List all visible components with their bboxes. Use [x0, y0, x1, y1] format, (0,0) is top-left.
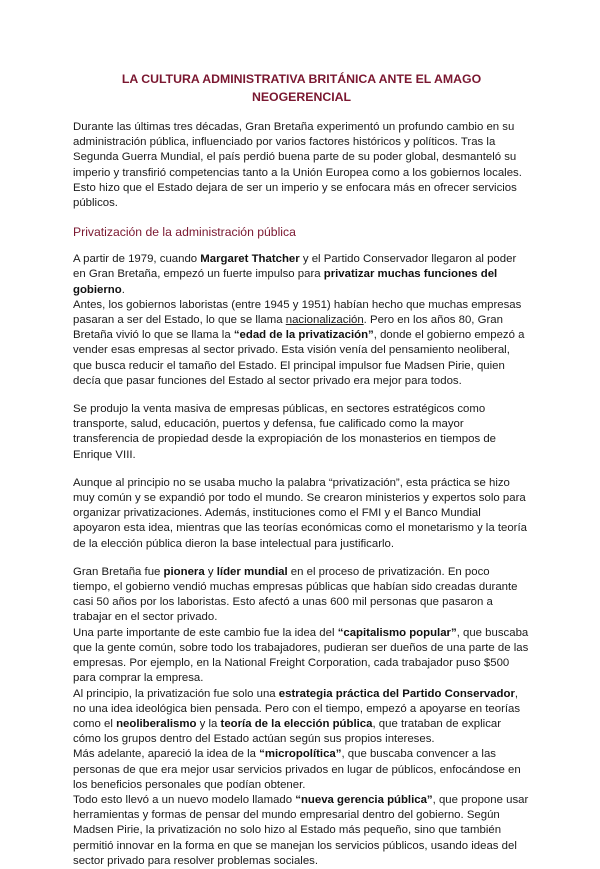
- paragraph-estrategia: Al principio, la privatización fue solo una estrategia práctica del Partido Conservador, no una idea ideológica bien pensada. Pero con el tiempo, empezó a apoyarse en teorías como el neoliberalismo y la teoría de la elección pública, que trataban de explicar cómo los grupos dentro del Estado actúan según sus propios intereses.: [73, 687, 521, 746]
- bold-lider-mundial: líder mundial: [216, 565, 288, 578]
- paragraph-micropolitica: Más adelante, apareció la idea de la “micropolítica”, que buscaba convencer a las personas de que era mejor usar servicios privados en lugar de públicos, enfocándose en los beneficios personales que podían obtener.: [73, 748, 521, 791]
- paragraph-nueva-gerencia: Todo esto llevó a un nuevo modelo llamado “nueva gerencia pública”, que propone usar herramientas y formas de pensar del mundo empresarial dentro del gobierno. Según Madsen Pirie, la privatización no solo hizo al Estado más pequeño, sino que también permitió innovar en la forma en que se manejan los servicios públicos, usando ideas del sector privado para resolver problemas sociales.: [73, 793, 529, 867]
- bold-teoria-eleccion: teoría de la elección pública: [220, 717, 373, 730]
- bold-nueva-gerencia: “nueva gerencia pública”: [295, 793, 433, 806]
- bold-capitalismo-popular: “capitalismo popular”: [337, 626, 457, 639]
- paragraph-capitalismo-popular: Una parte importante de este cambio fue la idea del “capitalismo popular”, que buscaba que la gente común, sobre todo los trabajadores, pudieran ser dueños de una parte de las empresas. Por ejemplo, en la National Freight Corporation, cada trabajador puso $500 para comprar la empresa.: [73, 626, 529, 685]
- title-line-1: LA CULTURA ADMINISTRATIVA BRITÁNICA ANTE EL AMAGO: [121, 72, 482, 86]
- underline-nacionalizacion: nacionalización: [285, 314, 364, 327]
- bold-privatizar: privatizar muchas funciones del gobierno: [73, 268, 498, 296]
- intro-paragraph: Durante las últimas tres décadas, Gran Bretaña experimentó un profundo cambio en su administración pública, influenciado por varios factores históricos y políticos. Tras la Segunda Guerra Mundial, el país perdió buena parte de su poder global, desmanteló su imperio y transfirió competencias tanto a la Unión Europea como a los gobiernos locales. Esto hizo que el Estado dejara de ser un imperio y se enfocara más en ofrecer servicios públicos.: [73, 121, 522, 210]
- bold-neoliberalismo: neoliberalismo: [116, 717, 197, 730]
- paragraph-expansion: Aunque al principio no se usaba mucho la palabra “privatización”, esta práctica se hizo muy común y se expandió por todo el mundo. Se crearon ministerios y expertos solo para organizar privatizaciones. Además, instituciones como el FMI y el Banco Mundial apoyaron esta idea, mientras que las teorías económicas como el monetarismo y la teoría de la elección pública dieron la base intelectual para justificarlo.: [73, 476, 527, 550]
- paragraph-pionera: Gran Bretaña fue pionera y líder mundial en el proceso de privatización. En poco tiempo, el gobierno vendió muchas empresas públicas que habían sido creadas durante casi 50 años por los laboristas. Esto afectó a unas 600 mil personas que pasaron a trabajar en el sector privado.: [73, 565, 518, 624]
- paragraph-thatcher: A partir de 1979, cuando Margaret Thatcher y el Partido Conservador llegaron al poder en Gran Bretaña, empezó un fuerte impulso para privatizar muchas funciones del gobierno.: [73, 253, 517, 296]
- paragraph-venta-masiva: Se produjo la venta masiva de empresas públicas, en sectores estratégicos como transporte, salud, educación, puertos y defensa, fue calificado como la mayor transferencia de propiedad desde la expropiación de los monasterios en tiempos de Enrique VIII.: [73, 403, 496, 461]
- paragraph-nacionalizacion: Antes, los gobiernos laboristas (entre 1945 y 1951) habían hecho que muchas empresas pasaran a ser del Estado, lo que se llama nacionalización. Pero en los años 80, Gran Bretaña vivió lo que se llama la “edad de la privatización”, donde el gobierno empezó a vender esas empresas al sector privado. Esta visión venía del pensamiento neoliberal, que busca reducir el tamaño del Estado. El principal impulsor fue Madsen Pirie, quien decía que pasar funciones del Estado al sector privado era mejor para todos.: [73, 298, 525, 387]
- bold-micropolitica: “micropolítica”: [259, 748, 342, 761]
- bold-thatcher: Margaret Thatcher: [200, 253, 300, 266]
- title-line-2: NEOGERENCIAL: [251, 90, 352, 104]
- bold-estrategia: estrategia práctica del Partido Conservador: [278, 687, 515, 700]
- section-heading: Privatización de la administración pública: [73, 225, 296, 240]
- bold-edad-privatizacion: “edad de la privatización”: [233, 329, 374, 342]
- bold-pionera: pionera: [163, 565, 205, 578]
- document-title: [73, 70, 530, 106]
